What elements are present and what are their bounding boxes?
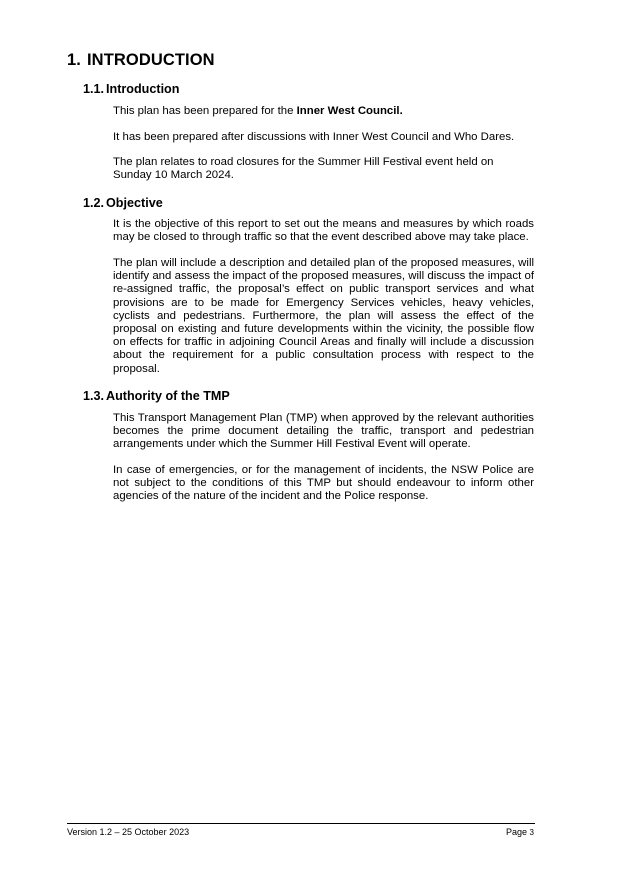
subsection-title: Authority of the TMP xyxy=(106,389,230,403)
intro-paragraph-2: It has been prepared after discussions with Inner West Council and Who Dares. xyxy=(113,131,515,143)
authority-paragraph-1: This Transport Management Plan (TMP) when approved by the relevant authorities becomes the prime document detailing the traffic, transport and pedestrian arrangements under which the Summer Hill Festival Event will operate. xyxy=(113,412,534,451)
footer-divider xyxy=(67,823,535,824)
objective-paragraph-1: It is the objective of this report to set out the means and measures by which roads may be closed to through traffic so that the event described above may take place. xyxy=(113,218,534,244)
footer-version: Version 1.2 – 25 October 2023 xyxy=(67,827,190,837)
objective-paragraph-2: The plan will include a description and detailed plan of the proposed measures, will identify and assess the impact of the proposed measures, will discuss the impact of re-assigned traffic, the proposal’s effect on public transport services and what provisions are to be made for Emergency Services vehicles, heavy vehicles, cyclists and pedestrians. Furthermore, the plan will assess the effect of the proposal on existing and future developments within the vicinity, the possible flow on effects for traffic in adjoining Council Areas and finally will include a discussion about the requirement for a public consultation process with respect to the proposal. xyxy=(113,257,534,375)
authority-paragraph-2: In case of emergencies, or for the management of incidents, the NSW Police are not subject to the conditions of this TMP but should endeavour to inform other agencies of the nature of the incident and the Police response. xyxy=(113,464,534,503)
section-number: 1. xyxy=(67,51,81,69)
section-title: INTRODUCTION xyxy=(87,51,215,69)
subsection-heading-1-1 xyxy=(83,82,179,96)
section-heading xyxy=(67,51,215,70)
page-number: 3 xyxy=(529,828,534,837)
intro-paragraph-1 xyxy=(113,105,534,118)
page-label: Page xyxy=(506,827,528,837)
subsection-heading-1-3 xyxy=(83,389,230,403)
subsection-number: 1.2. xyxy=(83,196,105,210)
intro-paragraph-3: The plan relates to road closures for the Summer Hill Festival event held on Sunday 10 March 2024. xyxy=(113,156,494,182)
subsection-heading-1-2 xyxy=(83,196,163,210)
footer-page xyxy=(506,827,534,837)
subsection-title: Introduction xyxy=(106,82,180,96)
intro-paragraph-1-text: This plan has been prepared for the xyxy=(113,105,297,117)
council-name: Inner West Council. xyxy=(296,105,403,117)
subsection-number: 1.3. xyxy=(83,389,105,403)
subsection-number: 1.1. xyxy=(83,82,105,96)
subsection-title: Objective xyxy=(106,196,163,210)
